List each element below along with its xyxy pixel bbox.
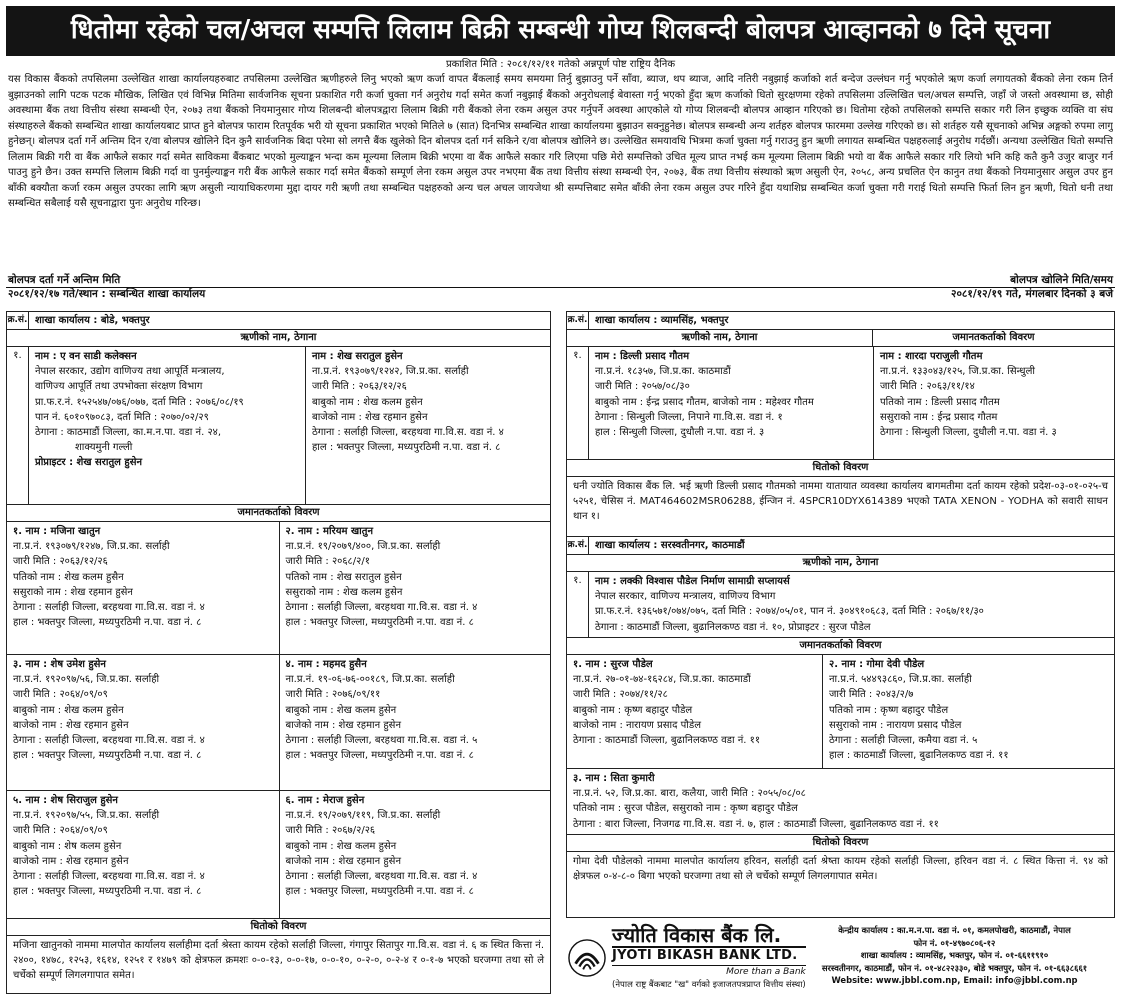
contact-line: शाखा कार्यालय : व्यामसिंह, भक्तपुर, फोन नं. ०१-६६११९१०	[860, 950, 1049, 961]
sn-header: क्र.सं.	[567, 312, 589, 329]
bid-opening-value: २०८१/१२/१९ गते, मंगलबार दिनको ३ बजे	[951, 288, 1113, 301]
guarantor-line: ठेगाना : सिन्धुली जिल्ला, दुधौली न.पा. वडा नं. ३	[880, 426, 1057, 438]
row-number: १.	[567, 347, 589, 459]
branch-name: शाखा कार्यालय : बोडे, भक्तपुर	[35, 314, 150, 326]
guarantor-line: हाल : भक्तपुर जिल्ला, मध्यपुरठिमी न.पा. वडा नं. ८	[13, 750, 202, 762]
guarantor-line: बाजेको नाम : नारायण प्रसाद पौडेल	[573, 719, 701, 731]
guarantor-line: बाबुको नाम : शेख कलम हुसेन	[285, 840, 397, 852]
branch-name: शाखा कार्यालय : व्यामसिंह, भक्तपुर	[595, 314, 729, 326]
bank-name-en: JYOTI BIKASH BANK LTD.	[612, 946, 806, 965]
guarantor-card	[279, 791, 551, 918]
guarantor-line: जारी मिति : २०७४/११/२८	[573, 689, 668, 701]
guarantor-line: ठेगाना : सर्लाही जिल्ला, बरहथवा गा.वि.स. वडा नं. ४	[13, 734, 205, 746]
guarantor-line: पतिको नाम : डिल्ली प्रसाद गौतम	[880, 396, 1000, 408]
guarantor-heading: जमानतकर्ताको विवरण	[567, 638, 1114, 655]
proprietor-line: बाबुको नाम : शेख कलम हुसेन	[312, 396, 423, 408]
guarantor-heading: जमानतकर्ताको विवरण	[7, 505, 550, 522]
guarantor-line: ना.प्र.नं. १९-०६-७६-००१८९, जि.प्र.का. सर्लाही	[285, 674, 455, 686]
sn-header: क्र.सं.	[7, 312, 29, 329]
guarantor-line: हाल : भक्तपुर जिल्ला, मध्यपुरठिमी न.पा. वडा नं. ८	[13, 617, 202, 629]
guarantor-line: ना.प्र.नं. १३३०४३/१२५, जि.प्र.का. सिन्धुली	[880, 366, 1035, 378]
borrower-line: प्रा.फ.र.नं. १५२५४७/०७६/०७७, दर्ता मिति : २०७६/०८/१९	[35, 396, 244, 408]
guarantor-line: ठेगाना : सर्लाही जिल्ला, बरहथवा गा.वि.स. वडा नं. ४	[285, 601, 478, 613]
column-headings	[567, 330, 1114, 347]
bid-deadline-value: २०८१/१२/१७ गते/स्थान : सम्बन्धित शाखा कार्यालय	[8, 288, 206, 301]
jbbl-logo-icon	[568, 939, 606, 977]
guarantor-line: ससुराको नाम : ईन्द्र प्रसाद गौतम	[880, 411, 998, 423]
guarantor-line: हाल : काठमाडौं जिल्ला, बुढानिलकण्ठ वडा नं. ११	[829, 750, 1009, 762]
bank-logo	[566, 922, 806, 994]
borrower-line: ठेगाना : काठमाडौं जिल्ला, बुढानिलकण्ठ वडा नं. १०, प्रोप्राइटर : सुरज पौडेल	[595, 621, 871, 633]
borrower-detail	[589, 347, 873, 459]
guarantor-line: बाजेको नाम : शेख रहमान हुसेन	[285, 855, 401, 867]
collateral-detail: मजिना खातुनको नाममा मालपोत कार्यालय सर्लाहीमा दर्ता श्रेस्ता कायम रहेको सर्लाही जिल्ला, गंगापुर सितापुर गा.वि.स. वडा नं. ६ क स्थित कित्ता नं. २४००, १४७८, १२५३, १६१४, १२५१ र १४७९ को क्षेत्रफल क्रमशः ०-०-१३, ०-०-१७, ०-०-१०, ०-२-०, ०-२-४ र ०-१-७ भएको घरजग्गा तथा सो ले चर्चेको सम्पूर्ण लिगलगापात समेत।	[13, 940, 544, 982]
proprietor-line: जारी मिति : २०६३/१२/२६	[312, 381, 407, 393]
bid-opening-label: बोलपत्र खोलिने मिति/समय	[1010, 274, 1113, 286]
guarantor-line: ना.प्र.नं. १९/२०७९/४००, जि.प्र.का. सर्लाही	[285, 541, 441, 553]
right-branch-table	[566, 311, 1115, 918]
borrower-detail	[589, 572, 1114, 637]
proprietor-line: ठेगाना : सर्लाही जिल्ला, बरहथवा गा.वि.स. वडा नं. ४	[312, 426, 504, 438]
branch-row	[567, 537, 1114, 555]
guarantor-heading: जमानतकर्ताको विवरण	[952, 332, 1035, 344]
guarantor-line: बाबुको नाम : शेख कलम हुसेन	[13, 704, 124, 716]
borrower-line: हाल : सिन्धुली जिल्ला, दुधौली न.पा. वडा नं. ३	[595, 426, 765, 438]
guarantor-line: ठेगाना : सर्लाही जिल्ला, बरहथवा गा.वि.स. वडा नं. ४	[13, 601, 205, 613]
borrower-line: वाणिज्य आपूर्ति तथा उपभोक्ता संरक्षण विभाग	[35, 381, 203, 393]
row-number: १.	[7, 347, 29, 504]
borrower-line: पान नं. ६०१०९७०८३, दर्ता मिति : २०७०/०२/२९	[35, 411, 209, 423]
guarantor-line: ठेगाना : सर्लाही जिल्ला, बरहथवा गा.वि.स. वडा नं. ५	[285, 734, 478, 746]
guarantor-card	[279, 522, 551, 654]
guarantor-line: ठेगाना : बारा जिल्ला, निजगढ गा.वि.स. वडा नं. ७, हाल : काठमाडौं जिल्ला, बुढानिलकण्ठ वडा नं. ११	[573, 818, 939, 830]
proprietor-title: नाम : शेख सरातुल हुसेन	[312, 351, 403, 362]
guarantor-line: बाजेको नाम : शेख रहमान हुसेन	[13, 855, 129, 867]
guarantor-line: ना.प्र.नं. १९२०९७/५५, जि.प्र.का. सर्लाही	[13, 810, 160, 822]
collateral-heading: धितोको विवरण	[7, 919, 550, 936]
guarantor-card	[567, 769, 1114, 835]
left-branch-table	[6, 311, 551, 994]
guarantor-line: ना.प्र.नं. ५४४९३८६०, जि.प्र.का. सर्लाही	[829, 674, 972, 686]
borrower-row	[567, 572, 1114, 638]
divider	[6, 287, 1115, 288]
guarantor-title: नाम : शारदा पराजुली गौतम	[880, 351, 983, 362]
borrower-heading: ऋणीको नाम, ठेगाना	[7, 330, 550, 347]
guarantor-line: बाबुको नाम : शेष कलम हुसेन	[13, 840, 122, 852]
guarantor-line: ठेगाना : सर्लाही जिल्ला, कमैया वडा नं. ५	[829, 734, 978, 746]
borrower-line: बाबुको नाम : ईन्द्र प्रसाद गौतम, बाजेको नाम : महेश्वर गौतम	[595, 396, 814, 408]
guarantor-title: ३. नाम : सिता कुमारी	[573, 773, 655, 784]
guarantor-line: बाजेको नाम : शेख रहमान हुसेन	[13, 719, 129, 731]
guarantor-title: १. नाम : मजिना खातुन	[13, 526, 101, 537]
borrower-title: नाम : डिल्ली प्रसाद गौतम	[595, 351, 690, 362]
borrower-heading: ऋणीको नाम, ठेगाना	[567, 330, 873, 346]
borrower-row	[567, 347, 1114, 460]
guarantor-line: ना.प्र.नं. १९३०७९/१२४७, जि.प्र.का. सर्लाही	[13, 541, 170, 553]
guarantor-line: जारी मिति : २०७६/०९/११	[285, 689, 381, 701]
guarantor-line: ठेगाना : सर्लाही जिल्ला, बरहथवा गा.वि.स. वडा नं. ४	[285, 870, 478, 882]
guarantor-title: ५. नाम : शेष सिराजुल हुसेन	[13, 795, 118, 806]
guarantor-line: जारी मिति : २०४३/२/७	[829, 689, 914, 701]
proprietor-detail	[305, 347, 550, 504]
guarantor-title: २. नाम : गोमा देवी पौडेल	[829, 659, 925, 670]
borrower-line: ना.प्र.नं. १८३५७, जि.प्र.का. काठमाडौं	[595, 366, 731, 378]
branch-row	[567, 312, 1114, 330]
guarantor-title: २. नाम : मरियम खातुन	[285, 526, 374, 537]
borrower-line: ठेगाना : काठमाडौं जिल्ला, का.म.न.पा. वडा नं. २४,	[35, 426, 222, 438]
contact-line: फोन नं. ०१-४९७०८०६-१२	[913, 937, 996, 948]
guarantor-line: ना.प्र.नं. १९२०९७/५६, जि.प्र.का. सर्लाही	[13, 674, 160, 686]
guarantor-line: बाजेको नाम : शेख रहमान हुसेन	[285, 719, 401, 731]
guarantor-line: जारी मिति : २०६३/११/१४	[880, 381, 975, 393]
borrower-line: जारी मिति : २०५७/०८/३०	[595, 381, 690, 393]
bank-name-np: ज्योति विकास बैंक लि.	[612, 923, 782, 948]
guarantor-line: ना.प्र.नं. १९/२०७९/११९, जि.प्र.का. सर्लाही	[285, 810, 441, 822]
proprietor-line: हाल : भक्तपुर जिल्ला, मध्यपुरठिमी न.पा. वडा नं. ८	[312, 442, 501, 454]
guarantor-row	[7, 655, 550, 791]
guarantor-line: जारी मिति : २०६७/२/२६	[285, 825, 376, 837]
guarantor-line: ससुराको नाम : शेख कलम हुसेन	[285, 586, 403, 598]
guarantor-line: हाल : भक्तपुर जिल्ला, मध्यपुरठिमी न.पा. वडा नं. ८	[285, 750, 474, 762]
bid-deadline-label: बोलपत्र दर्ता गर्ने अन्तिम मिति	[8, 274, 121, 286]
proprietor: प्रोप्राइटर : शेख सरातुल हुसेन	[35, 457, 143, 469]
guarantor-detail	[873, 347, 1114, 459]
row-number: १.	[567, 572, 589, 637]
proprietor-line: बाजेको नाम : शेख रहमान हुसेन	[312, 411, 428, 423]
guarantor-card	[279, 655, 551, 790]
guarantor-line: जारी मिति : २०६८/२/१	[285, 556, 370, 568]
collateral-detail: गोमा देवी पौडेलको नाममा मालपोत कार्यालय हरिवन, सर्लाही दर्ता श्रेष्ता कायम रहेको सर्लाही जिल्ला, हरिवन वडा नं. ८ स्थित कित्ता नं. ९४ को क्षेत्रफल ०-४-८-० बिगा भएको घरजग्गा तथा सो ले चर्चेको सम्पूर्ण लिगलगापात समेत।	[573, 856, 1108, 883]
borrower-line: ठेगाना : सिन्धुली जिल्ला, निपाने गा.वि.स. वडा नं. १	[595, 411, 783, 423]
guarantor-line: पतिको नाम : सुरज पौडेल, ससुराको नाम : कृष्ण बहादुर पौडेल	[573, 803, 798, 815]
branch-row	[7, 312, 550, 330]
guarantor-card	[7, 522, 279, 654]
guarantor-line: ठेगाना : काठमाडौं जिल्ला, बुढानिलकण्ठ वडा नं. ११	[573, 734, 761, 746]
borrower-line: प्रा.फ.र.नं. १३६५७१/०७४/०७५, दर्ता मिति : २०७४/०५/०१, पान नं. ३०४९१०६८३, दर्ता मिति : २०६७/११/३०	[595, 606, 984, 618]
borrower-row	[7, 347, 550, 505]
guarantor-row	[567, 655, 1114, 769]
guarantor-title: ३. नाम : शेष उमेश हुसेन	[13, 659, 106, 670]
guarantor-row	[7, 522, 550, 655]
guarantor-line: जारी मिति : २०६३/१२/२६	[13, 556, 108, 568]
guarantor-card	[7, 791, 279, 918]
guarantor-card	[7, 655, 279, 790]
collateral-heading: धितोको विवरण	[567, 460, 1114, 477]
guarantor-line: बाबुको नाम : शेख कलम हुसेन	[285, 704, 397, 716]
collateral-heading: धितोको विवरण	[567, 835, 1114, 852]
guarantor-row	[7, 791, 550, 919]
borrower-firm	[29, 347, 305, 504]
bank-footer	[566, 922, 1115, 994]
bank-tagline: More than a Bank	[726, 966, 806, 977]
guarantor-line: जारी मिति : २०६४/०९/०९	[13, 825, 108, 837]
borrower-heading: ऋणीको नाम, ठेगाना	[567, 555, 1114, 572]
guarantor-line: पतिको नाम : शेख सरातुल हुसेन	[285, 571, 402, 583]
guarantor-card	[822, 655, 1114, 768]
guarantor-title: ४. नाम : महमद हुसैन	[285, 659, 367, 670]
guarantor-line: हाल : भक्तपुर जिल्ला, मध्यपुरठिमी न.पा. वडा नं. ८	[13, 886, 202, 898]
guarantor-line: बाबुको नाम : कृष्ण बहादुर पौडेल	[573, 704, 693, 716]
borrower-title: नाम : ए वन साडी कलेक्सन	[35, 351, 137, 362]
borrower-line: शाक्यमुनी गल्ली	[75, 442, 133, 454]
borrower-title: नाम : लक्की विश्वास पौडेल निर्माण सामाग्री सप्लायर्स	[595, 576, 790, 587]
publish-date: प्रकाशित मिति : २०८१/१२/११ गतेको अन्नपूर्ण पोष्ट राष्ट्रिय दैनिक	[445, 59, 676, 70]
guarantor-line: ना.प्र.नं. २७-०१-७४-१६२८४, जि.प्र.का. काठमाडौं	[573, 674, 751, 686]
contact-line: Website: www.jbbl.com.np, Email: info@jbbl.com.np	[831, 975, 1078, 986]
guarantor-line: हाल : भक्तपुर जिल्ला, मध्यपुरठिमी न.पा. वडा नं. ८	[285, 886, 474, 898]
guarantor-line: पतिको नाम : कृष्ण बहादुर पौडेल	[829, 704, 949, 716]
notice-title: धितोमा रहेको चल/अचल सम्पत्ति लिलाम बिक्री सम्बन्धी गोप्य शिलबन्दी बोलपत्र आव्हानको ७ दिने सूचना	[6, 6, 1115, 56]
guarantor-line: ना.प्र.नं. ५२, जि.प्र.का. बारा, कलैया, जारी मिति : २०५५/०८/०८	[573, 788, 806, 800]
bank-contact	[794, 922, 1115, 994]
borrower-line: नेपाल सरकार, उद्योग वाणिज्य तथा आपूर्ति मन्त्रालय,	[35, 366, 225, 378]
branch-name: शाखा कार्यालय : सरस्वतीनगर, काठमाडौं	[595, 539, 745, 551]
proprietor-line: ना.प्र.नं. १९३०७९/१२४२, जि.प्र.का. सर्लाही	[312, 366, 469, 378]
guarantor-line: ठेगाना : सर्लाही जिल्ला, बरहथवा गा.वि.स. वडा नं. ४	[13, 870, 205, 882]
contact-line: केन्द्रीय कार्यालय : का.म.न.पा. वडा नं. ०१, कमलपोखरी, काठमाडौं, नेपाल	[838, 925, 1071, 935]
guarantor-title: १. नाम : सुरज पौडेल	[573, 659, 653, 670]
guarantor-line: ससुराको नाम : शेख रहमान हुसेन	[13, 586, 133, 598]
borrower-line: नेपाल सरकार, वाणिज्य मन्त्रालय, वाणिज्य विभाग	[595, 591, 776, 603]
bank-name-block	[612, 924, 806, 991]
guarantor-line: हाल : भक्तपुर जिल्ला, मध्यपुरठिमी न.पा. वडा नं. ८	[285, 617, 474, 629]
guarantor-card	[567, 655, 822, 768]
bank-license: (नेपाल राष्ट्र बैंकबाट "ख" वर्गको इजाजतपत्रप्राप्त वित्तीय संस्था)	[612, 979, 806, 990]
collateral-detail: धनी ज्योति विकास बैंक लि. भई ऋणी डिल्ली प्रसाद गौतमको नाममा यातायात व्यवस्था कार्यालय बागमतीमा दर्ता कायम रहेको प्रदेश-०३-०१-०२५-च ५२५१, चेसिस नं. MAT464602MSR06288, ईन्जिन नं. 4SPCR10DYX614389 भएको TATA XENON - YODHA को सवारी साधन थान १।	[567, 477, 1114, 537]
contact-line: सरस्वतीनगर, काठमाडौं, फोन नं. ०१-४८२२३३०, बोडे भक्तपुर, फोन नं. ०१-६६३८६६१	[821, 962, 1088, 973]
guarantor-line: पतिको नाम : शेख कलम हुसैन	[13, 571, 124, 583]
guarantor-title: ६. नाम : मेराज हुसेन	[285, 795, 365, 806]
guarantor-line: जारी मिति : २०६४/०९/०९	[13, 689, 108, 701]
notice-body: यस विकास बैंकको तपसिलमा उल्लेखित शाखा कार्यालयहरुबाट तपसिलमा उल्लेखित ऋणीहरुले लिनु भएको ऋण कर्जा वापत बैंकलाई समय समयमा तिर्नु बुझाउनु पर्ने साँवा, ब्याज, थप ब्याज, आदि नतिरी नबुझाई कर्जाको शर्त बन्देज उल्लंघन गर्नु भएकोले ऋण कर्जा लगायतको बैंकको लेना रकम तिर्न बुझाउनको लागि पटक पटक मौखिक, लिखित एवं विभिन्न मितिमा सार्वजनिक सूचना प्रकाशित गरी कर्जा चुक्ता गर्न अनुरोध गर्दा समेत कर्जा नबुझाई बैंकको अनुरोधलाई बेवास्ता गर्नु भएको हुँदा ऋण कर्जाको धितो सुरक्षणमा रहेको तपसिलमा उल्लिखित चल/अचल सम्पत्ति, जहाँ जे जस्तो अवस्थामा छ, सोही अवस्थामा बैंक तथा वित्तीय संस्था सम्बन्धी ऐन, २०७३ तथा बैंकको नियमानुसार गोप्य शिलबन्दी बोलपत्रद्वारा लिलाम बिक्री गरी बैंकको लेना रकम असुल उपर गर्नुपर्ने अवस्था आएकोले यो गोप्य शिलबन्दी बोलपत्र आव्हान गरिएको छ। धितोमा रहेको तपसिलको सम्पत्ति सकार गरी लिन इच्छुक व्यक्ति वा संघ संस्थाहरुले बैंकको सम्बन्धित शाखा कार्यालयबाट प्राप्त हुने बोलपत्र फाराम रितपूर्वक भरी यो सूचना प्रकाशित भएको मितिले ७ (सात) दिनभित्र सम्बन्धित शाखा कार्यालयमा बुझाउन सक्नुहुनेछ। बोलपत्र सम्बन्धी अन्य शर्तहरु बोलपत्र फारममा उल्लेख गरिएको छ। सो शर्तहरु यसै सूचनाको अभिन्न अङ्गको रुपमा लागु हुनेछन्। बोलपत्र दर्ता गर्ने अन्तिम दिन र/वा बोलपत्र खोलिने दिन कुनै सार्वजनिक बिदा परेमा सो लगत्तै बैंक खुलेको दिन बोलपत्र दर्ता गर्न सकिने र/वा बोलपत्र खोलिने छ। उल्लेखित समयावधि भित्रमा कर्जा चुक्ता गर्नु गराउनु हुन ऋणी लगायत सम्बन्धित पक्षहरुलाई अनुरोध गर्दछौं। अन्यथा उल्लेखित धितो सम्पत्ति लिलाम बिक्री गरी वा बैंक आफैले सकार गर्दा समेत साविकमा बैंकबाट भएको मुल्याङ्कन भन्दा कम मूल्यमा लिलाम बिक्री भएमा वा बैंक आफैले सकार गरि लिएमा पछि मेरो सम्पत्तिको उचित मूल्य प्राप्त नभई कम मूल्यमा लिलाम बिक्री भयो वा बैंक आफैले सकार गरि लियो भनि कहि कतै कुनै उजुर बाजुर गर्न पाउनु हुने छैन। उक्त सम्पत्ति लिलाम बिक्री गर्दा वा पुनर्मुल्याङ्कन गरी बैंक आफैले सकार गर्दा समेत बैंकको सम्पूर्ण लेना रकम असुल उपर नभएमा बैंक तथा वित्तीय संस्था सम्बन्धी ऐन, २०७३, बैंक तथा वित्तीय संस्थाको ऋण असुली ऐन, २०५८, अन्य प्रचलित ऐन कानुन तथा बैंकको नियमानुसार असुल उपर हुन बाँकी बक्यौता कर्जा रकम असुल उपरका लागि ऋण असुली न्यायाधिकरणमा मुद्दा दायर गरी ऋणी तथा सम्बन्धित पक्षहरुको अन्य चल अचल जायजेथा श्री सम्पत्तिबाट समेत बाँकी लेना रकम असुल उपर गरिने हुँदा यथाशिघ्र सम्बन्धित कर्जा चुक्ता गरी गराई धितो सम्पत्ति फिर्ता लिन हुन ऋणी, धितो धनी तथा सम्बन्धित सबैलाई यसै सूचनाद्वारा पुनः अनुरोध गरिन्छ।	[8, 74, 1113, 209]
guarantor-line: ससुराको नाम : नारायण प्रसाद पौडेल	[829, 719, 962, 731]
sn-header: क्र.सं.	[567, 537, 589, 554]
